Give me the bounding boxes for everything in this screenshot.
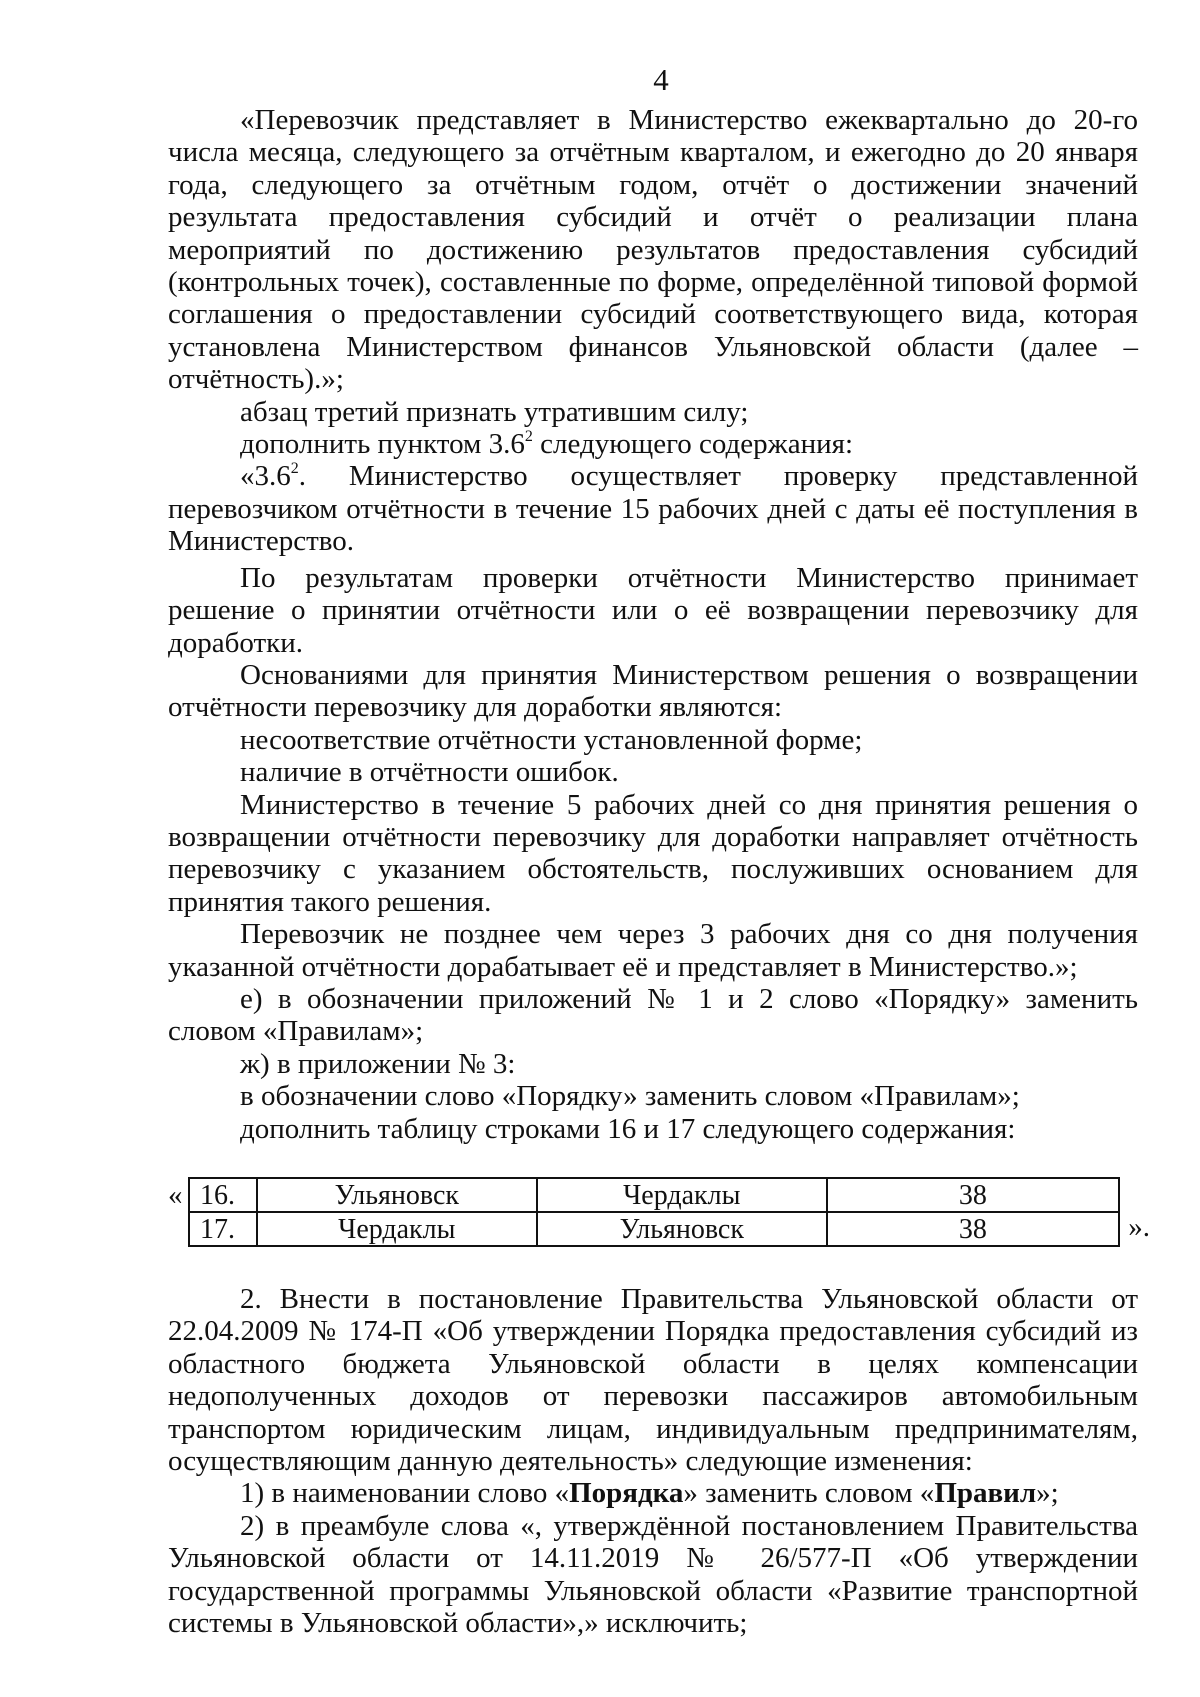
row-number: 17. xyxy=(189,1212,257,1246)
paragraph-section-2: 2. Внести в постановление Правительства Ульяновской области от 22.04.2009 № 174-П «Об утверждении Порядка предоставления субсидий из областного бюджета Ульяновской области в целях компенсации недополученных доходов от перевозки пассажиров автомобильным транспортом юридическим лицам, индивидуальным предпринимателям, осуществляющим данную деятельность» следующие изменения: xyxy=(168,1283,1138,1478)
item-1-text-c: »; xyxy=(1036,1477,1059,1510)
paragraph-designation: в обозначении слово «Порядку» заменить словом «Правилам»; xyxy=(240,1080,1020,1113)
paragraph-reporting: «Перевозчик представляет в Министерство ежеквартально до 20-го числа месяца, следующего за отчётным кварталом, и ежегодно до 20 января года, следующего за отчётным годом, отчёт о достижении значений результата предоставления субсидий и отчёт о реализации плана мероприятий по достижению результатов предоставления субсидий (контрольных точек), составленные по форме, определённой типовой формой соглашения о предоставлении субсидий соответствующего вида, которая установлена Министерством финансов Ульяновской области (далее – отчётность).»; xyxy=(168,104,1138,396)
paragraph-return: Министерство в течение 5 рабочих дней со дня принятия решения о возвращении отчётности перевозчику для доработки направляет отчётность перевозчику с указанием обстоятельств, послуживших основанием для принятия такого решения. xyxy=(168,788,1138,918)
paragraph-rework: Перевозчик не позднее чем через 3 рабочих дня со дня получения указанной отчётности дорабатывает её и представляет в Министерство.»; xyxy=(168,918,1138,983)
point-36-before: «3.6 xyxy=(240,460,291,493)
route-table xyxy=(188,1177,1120,1247)
item-1-text-b: » заменить словом « xyxy=(683,1477,935,1510)
route-from: Чердаклы xyxy=(257,1212,537,1246)
route-value: 38 xyxy=(827,1178,1119,1212)
paragraph-item-e: е) в обозначении приложений № 1 и 2 слово «Порядку» заменить словом «Правилам»; xyxy=(168,982,1138,1048)
paragraph-grounds: Основаниями для принятия Министерством решения о возвращении отчётности перевозчику для доработки являются: xyxy=(168,658,1138,724)
add-point-after: следующего содержания: xyxy=(532,428,854,461)
route-to: Чердаклы xyxy=(537,1178,827,1212)
paragraph-check-results: По результатам проверки отчётности Министерство принимает решение о принятии отчётности или о её возвращении перевозчику для доработки. xyxy=(168,561,1138,659)
paragraph-ground-errors: наличие в отчётности ошибок. xyxy=(240,756,619,789)
item-1-bold-new: Правил xyxy=(934,1477,1037,1510)
paragraph-item-zh: ж) в приложении № 3: xyxy=(240,1047,516,1080)
add-point-sup: 2 xyxy=(524,428,533,446)
paragraph-item-2: 2) в преамбуле слова «, утверждённой постановлением Правительства Ульяновской области от 14.11.2019 № 26/577-П «Об утверждении государственной программы Ульяновской области «Развитие транспортной системы в Ульяновской области»,» исключить; xyxy=(168,1509,1138,1640)
table-open-quote: « xyxy=(168,1179,183,1211)
paragraph-add-rows: дополнить таблицу строками 16 и 17 следующего содержания: xyxy=(240,1112,1016,1145)
row-number: 16. xyxy=(189,1178,257,1212)
page-number: 4 xyxy=(653,62,669,97)
paragraph-add-point xyxy=(168,428,1138,460)
paragraph-item-1 xyxy=(168,1477,1138,1509)
paragraph-ground-form: несоответствие отчётности установленной форме; xyxy=(240,723,863,756)
route-from: Ульяновск xyxy=(257,1178,537,1212)
item-1-bold-old: Порядка xyxy=(569,1477,684,1510)
item-1-text-a: 1) в наименовании слово « xyxy=(240,1477,570,1510)
route-table-block xyxy=(168,1177,1150,1249)
table-close-quote: ». xyxy=(1128,1211,1150,1243)
point-36-after: . Министерство осуществляет проверку представленной перевозчиком отчётности в течение 15 рабочих дней с даты её поступления в Министерство. xyxy=(168,460,1138,558)
paragraph-repeal: абзац третий признать утратившим силу; xyxy=(240,395,749,428)
add-point-before: дополнить пунктом 3.6 xyxy=(240,428,525,461)
route-value: 38 xyxy=(827,1212,1119,1246)
route-to: Ульяновск xyxy=(537,1212,827,1246)
table-row xyxy=(189,1212,1119,1246)
point-36-sup: 2 xyxy=(290,460,299,478)
paragraph-point-3-6 xyxy=(168,460,1138,557)
table-row xyxy=(189,1178,1119,1212)
document-body xyxy=(168,104,1150,1640)
